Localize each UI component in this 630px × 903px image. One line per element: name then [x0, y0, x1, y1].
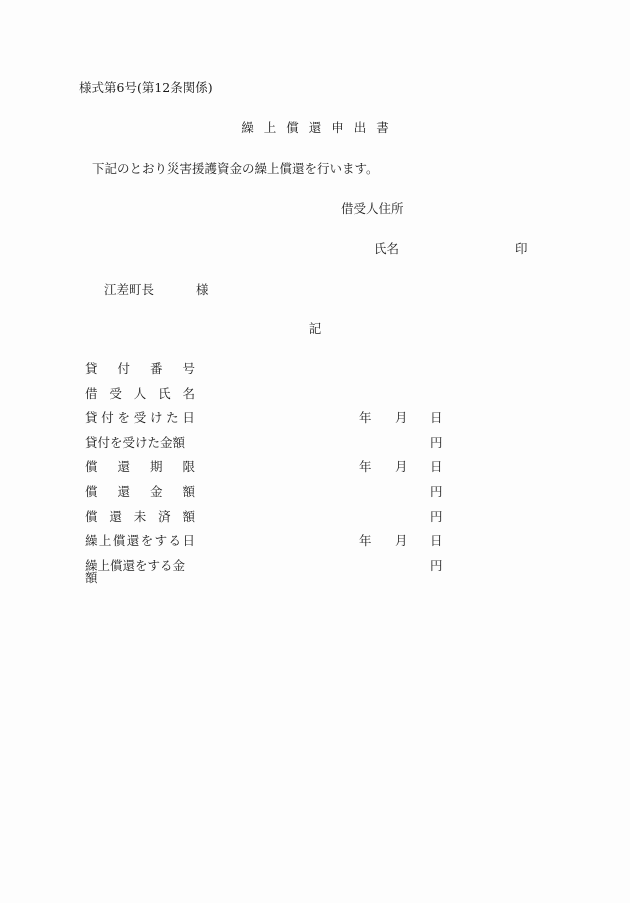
item-unit: 年: [359, 459, 372, 475]
item-label-text: 額: [182, 508, 195, 524]
title-char: 還: [308, 120, 322, 135]
item-unit: 日: [430, 459, 443, 475]
item-label: [85, 508, 195, 524]
item-label-text: 貸付を受けた金額: [85, 434, 186, 450]
item-row: [85, 412, 505, 428]
item-label-text: 限: [182, 459, 195, 475]
item-label-text: る: [168, 533, 182, 549]
document-title: [0, 122, 630, 135]
item-label-text: 上: [98, 533, 112, 549]
item-label-text: 額: [182, 484, 195, 499]
item-label-text: 受: [109, 385, 122, 401]
item-label-text: 日: [182, 533, 195, 549]
item-label-text: 還: [117, 459, 130, 475]
seal-label: 印: [515, 241, 528, 256]
item-row: [85, 434, 505, 453]
item-label-text: 人: [133, 385, 147, 401]
item-label-text: 還: [126, 533, 140, 549]
item-unit: 日: [430, 533, 443, 549]
item-label: [85, 434, 195, 450]
item-label: [85, 412, 195, 425]
item-unit: 月: [395, 533, 408, 549]
item-row: [85, 557, 505, 586]
item-unit: 円: [430, 557, 443, 573]
item-unit: 円: [430, 508, 443, 524]
item-label: [85, 535, 195, 548]
title-char: 償: [286, 120, 299, 135]
item-label-text: 号: [182, 361, 195, 376]
title-char: 出: [353, 120, 367, 135]
item-label: [85, 363, 195, 376]
title-char: 上: [263, 120, 277, 135]
item-row: [85, 385, 505, 404]
item-label-text: 繰上償還をする金額: [85, 557, 186, 586]
item-row: [85, 486, 505, 502]
item-label-text: け: [149, 410, 163, 426]
borrower-address-label: 借受人住所: [341, 201, 404, 216]
title-char: 繰: [241, 120, 254, 135]
title-char: 申: [331, 120, 344, 135]
item-row: [85, 535, 505, 551]
item-label-text: 償: [112, 533, 126, 549]
item-label-text: 付: [117, 361, 130, 376]
item-unit: 円: [430, 484, 443, 499]
item-label-text: す: [154, 533, 168, 549]
item-label-text: を: [117, 410, 130, 426]
item-label-text: 氏: [158, 385, 171, 401]
item-label-text: 貸: [85, 361, 98, 376]
item-label-text: 繰: [85, 533, 98, 549]
item-label-text: た: [166, 410, 179, 426]
item-label: [85, 385, 195, 401]
item-label-text: 還: [117, 484, 130, 499]
item-unit: 年: [359, 533, 372, 549]
addressee-honorific: 様: [196, 282, 209, 297]
item-label-text: 期: [149, 459, 163, 475]
item-label-text: 付: [101, 410, 114, 426]
item-unit: 月: [395, 410, 408, 426]
item-row: [85, 461, 505, 477]
item-label-text: 借: [85, 385, 98, 401]
item-label-text: 還: [109, 508, 122, 524]
item-label-text: 済: [158, 508, 171, 524]
item-unit: 円: [430, 434, 443, 450]
item-label: [85, 486, 195, 499]
item-label-text: 金: [149, 484, 163, 499]
title-char: 書: [376, 120, 389, 135]
item-label-text: 償: [85, 508, 98, 524]
item-label: [85, 461, 195, 474]
item-label-text: を: [140, 533, 154, 549]
item-unit: 年: [359, 410, 372, 426]
item-label-text: 償: [85, 484, 98, 499]
item-label-text: 償: [85, 459, 98, 475]
item-label-text: 未: [133, 508, 147, 524]
form-number: 様式第6号(第12条関係): [79, 80, 213, 95]
item-row: [85, 508, 505, 527]
ki-heading: 記: [308, 321, 322, 336]
borrower-name-label: 氏名: [374, 241, 400, 256]
item-label: [85, 557, 195, 586]
item-label-text: 日: [182, 410, 195, 426]
addressee-name: 江差町長: [104, 282, 155, 297]
item-row: [85, 363, 505, 379]
intro-text: 下記のとおり災害援護資金の繰上償還を行います。: [92, 161, 379, 176]
item-unit: 月: [395, 459, 408, 475]
item-unit: 日: [430, 410, 443, 426]
item-label-text: 受: [133, 410, 147, 426]
item-label-text: 番: [149, 361, 163, 376]
item-label-text: 名: [182, 385, 195, 401]
item-label-text: 貸: [85, 410, 98, 426]
